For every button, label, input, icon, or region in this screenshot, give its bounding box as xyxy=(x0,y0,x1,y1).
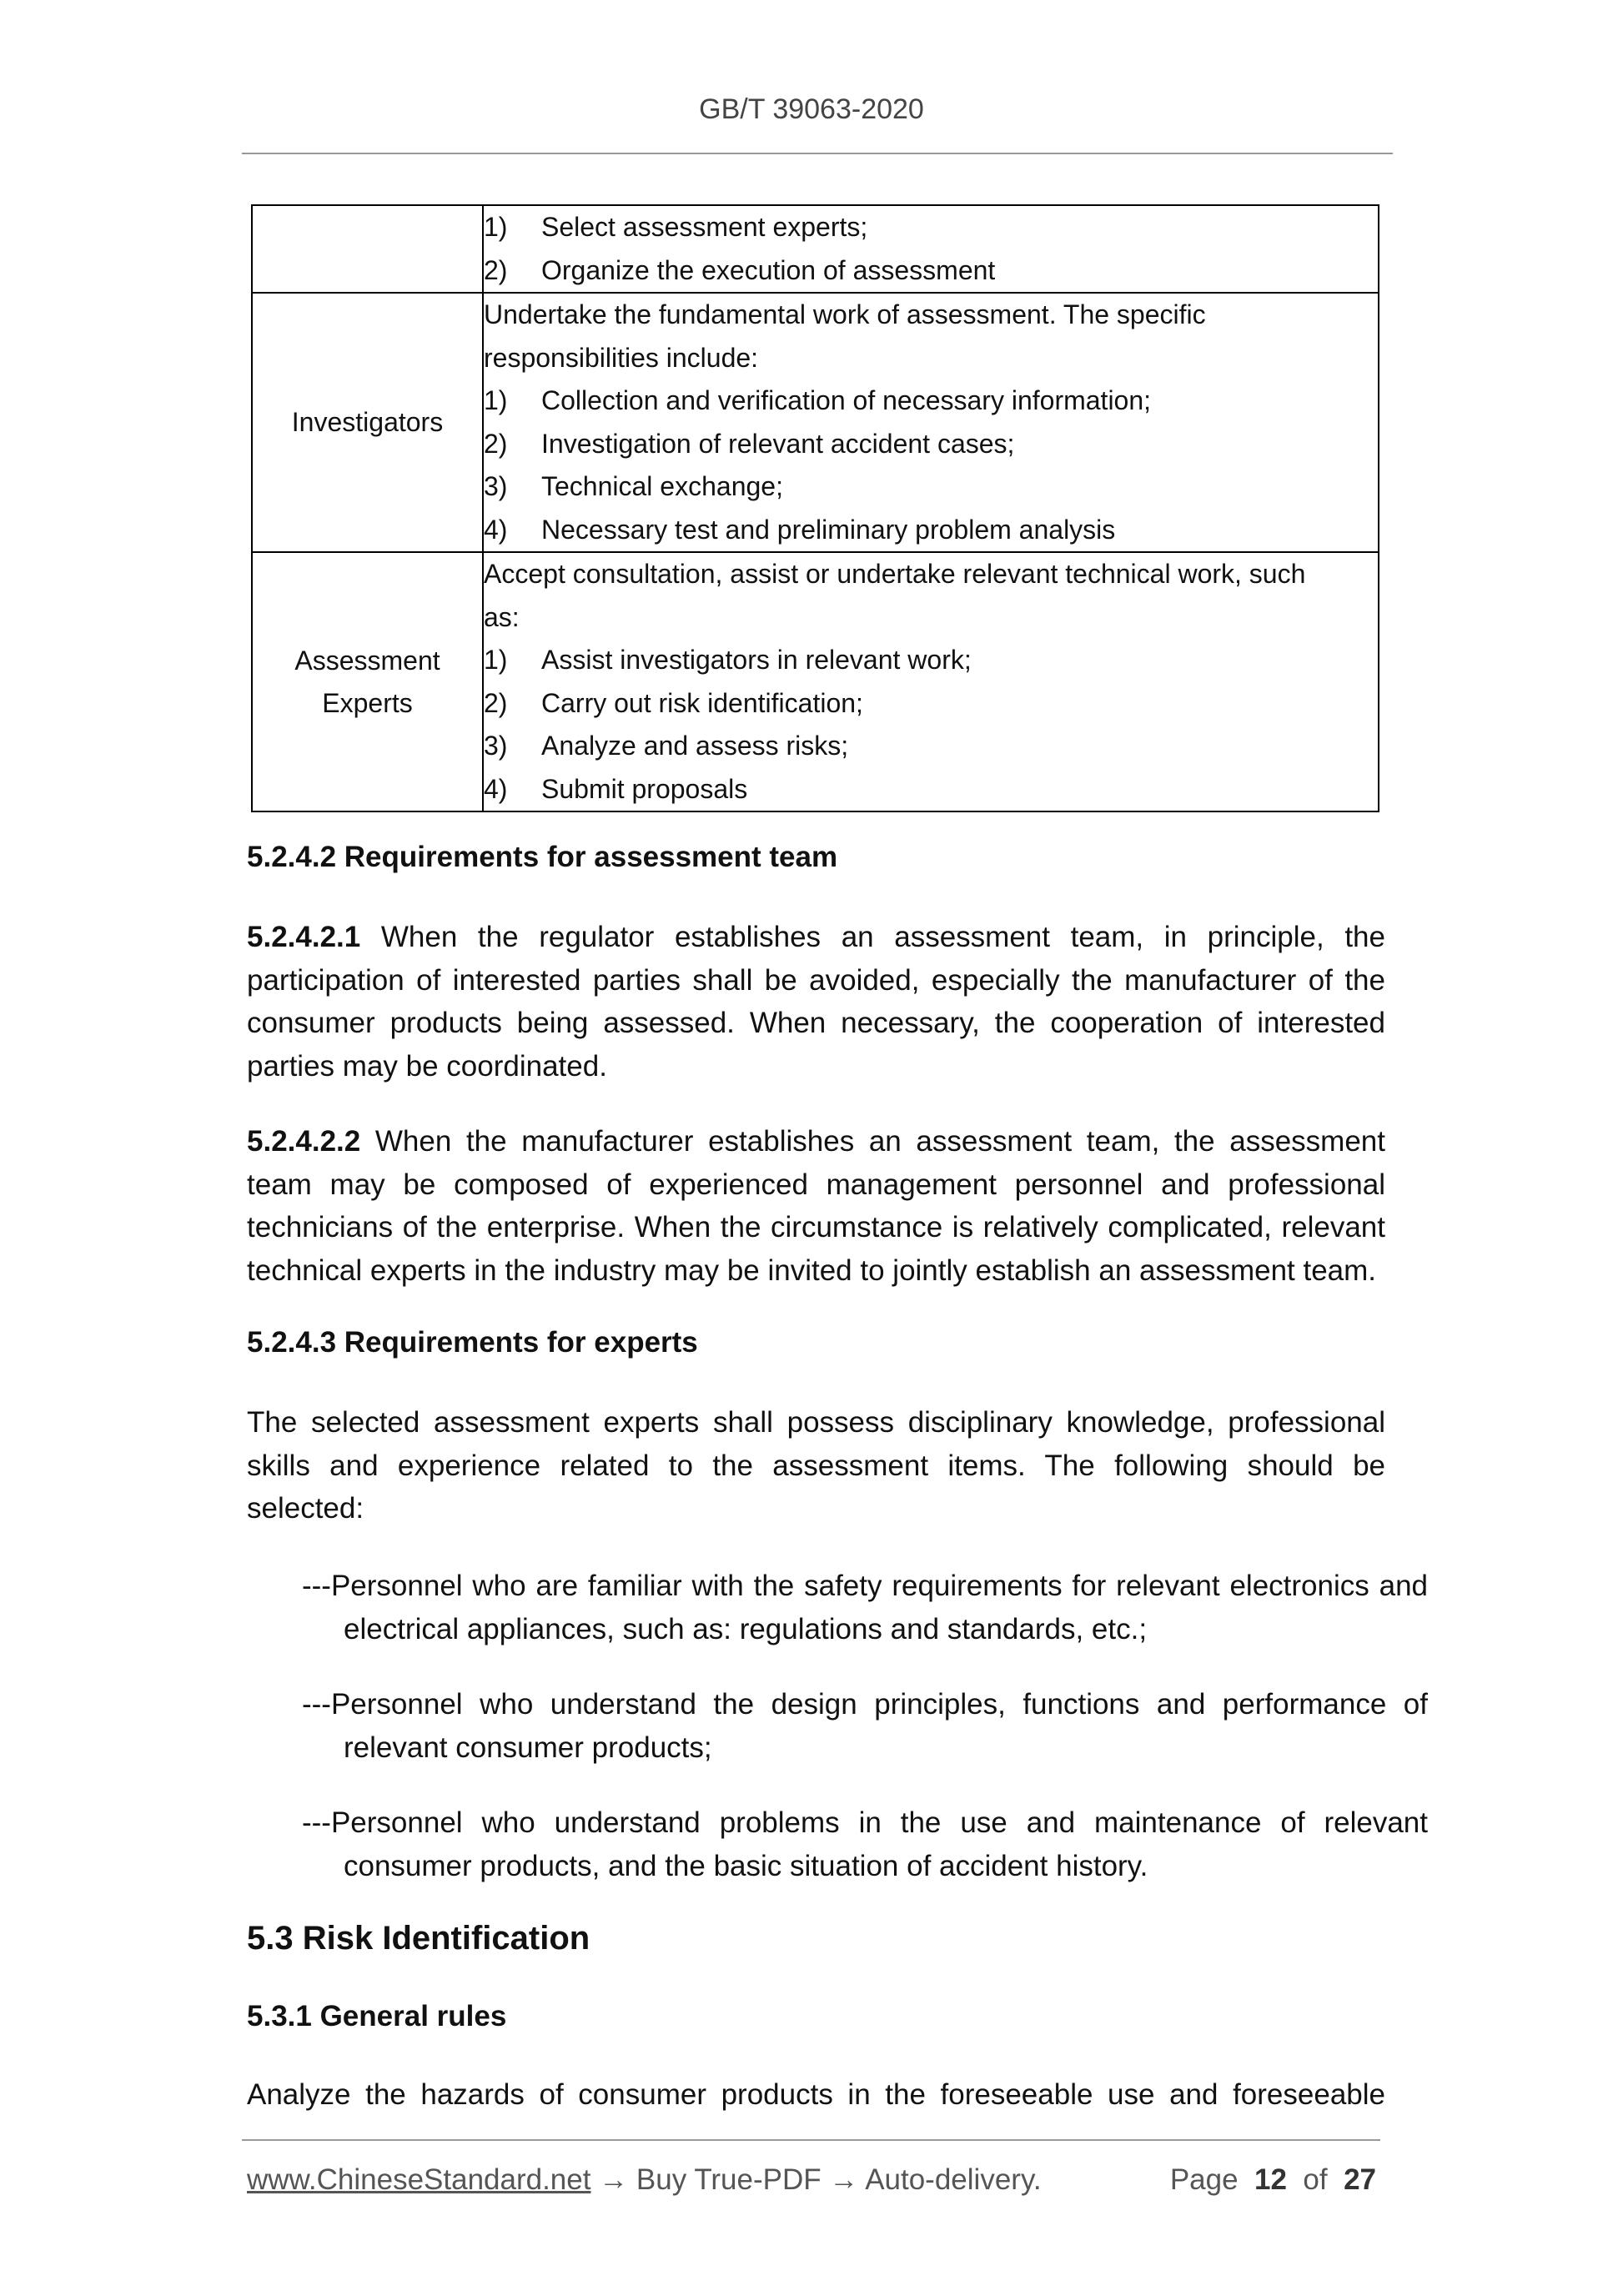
paragraph-general-rules: Analyze the hazards of consumer products in the foreseeable use and foreseeable xyxy=(247,2078,1385,2111)
section-heading-5-2-4-3: 5.2.4.3 Requirements for experts xyxy=(247,1326,698,1359)
description-intro: Accept consultation, assist or undertake relevant technical work, such xyxy=(484,559,1306,589)
description-cell xyxy=(483,293,1379,552)
table-row xyxy=(252,552,1379,811)
list-item: 3) Analyze and assess risks; xyxy=(484,731,849,761)
list-item: 4) Submit proposals xyxy=(484,773,748,804)
page-indicator: Page 12 of 27 xyxy=(1169,2163,1376,2196)
footer-divider xyxy=(242,2139,1380,2141)
paragraph-experts: The selected assessment experts shall possess disciplinary knowledge, professional skills and experience related to the assessment items. The following should be selected: xyxy=(247,1406,1385,1525)
header-divider xyxy=(242,153,1393,154)
description-intro: as: xyxy=(484,601,520,632)
list-item-bullet: ---Personnel who are familiar with the safety requirements for relevant electronics and electrical appliances, such as: regulations and standards, etc.; xyxy=(302,1570,1428,1645)
description-intro: Undertake the fundamental work of assessment. The specific xyxy=(484,299,1206,329)
section-heading-5-2-4-2: 5.2.4.2 Requirements for assessment team xyxy=(247,841,838,873)
responsibilities-table xyxy=(251,204,1379,812)
list-item: 2) Investigation of relevant accident cases; xyxy=(484,428,1015,459)
arrow-right-icon: → xyxy=(821,2163,866,2196)
page-header-title: GB/T 39063-2020 xyxy=(699,93,924,125)
paragraph-5-2-4-2-1: 5.2.4.2.1 When the regulator establishes an assessment team, in principle, the participation of interested parties shall be avoided, especially the manufacturer of the consumer products being assessed. When necessary, the cooperation of interested parties may be coordinated. xyxy=(247,921,1385,1083)
section-heading-5-3: 5.3 Risk Identification xyxy=(247,1920,590,1957)
total-pages: 27 xyxy=(1344,2163,1376,2196)
role-cell-investigators: Investigators xyxy=(252,293,483,552)
paragraph-5-2-4-2-2: 5.2.4.2.2 When the manufacturer establishes an assessment team, the assessment team may be composed of experienced management personnel and professional technicians of the enterprise. When the circumstance is relatively complicated, relevant technical experts in the industry may be invited to jointly establish an assessment team. xyxy=(247,1125,1385,1287)
list-item: 2) Organize the execution of assessment xyxy=(484,254,996,285)
list-item-bullet: ---Personnel who understand the design principles, functions and performance of relevant consumer products; xyxy=(302,1688,1428,1764)
description-cell xyxy=(483,552,1379,811)
buy-pdf-text: Buy True-PDF xyxy=(636,2163,822,2196)
table-row xyxy=(252,205,1379,293)
list-item: 3) Technical exchange; xyxy=(484,471,783,501)
footer-links xyxy=(247,2163,1042,2197)
list-item: 4) Necessary test and preliminary problem analysis xyxy=(484,514,1116,545)
auto-delivery-text: Auto-delivery. xyxy=(865,2163,1042,2196)
current-page-number: 12 xyxy=(1254,2163,1287,2196)
description-intro: responsibilities include: xyxy=(484,342,759,373)
list-item: 1) Collection and verification of necessary information; xyxy=(484,385,1152,415)
website-link[interactable]: www.ChineseStandard.net xyxy=(247,2163,591,2196)
role-cell-assessment-experts: Assessment Experts xyxy=(252,552,483,811)
table-row xyxy=(252,293,1379,552)
list-item: 1) Select assessment experts; xyxy=(484,212,868,242)
description-cell xyxy=(483,205,1379,293)
list-item: 2) Carry out risk identification; xyxy=(484,687,863,718)
arrow-right-icon: → xyxy=(590,2163,636,2196)
section-heading-5-3-1: 5.3.1 General rules xyxy=(247,2000,507,2032)
list-item-bullet: ---Personnel who understand problems in the use and maintenance of relevant consumer products, and the basic situation of accident history. xyxy=(302,1806,1428,1882)
role-cell xyxy=(252,205,483,293)
list-item: 1) Assist investigators in relevant work; xyxy=(484,645,972,675)
